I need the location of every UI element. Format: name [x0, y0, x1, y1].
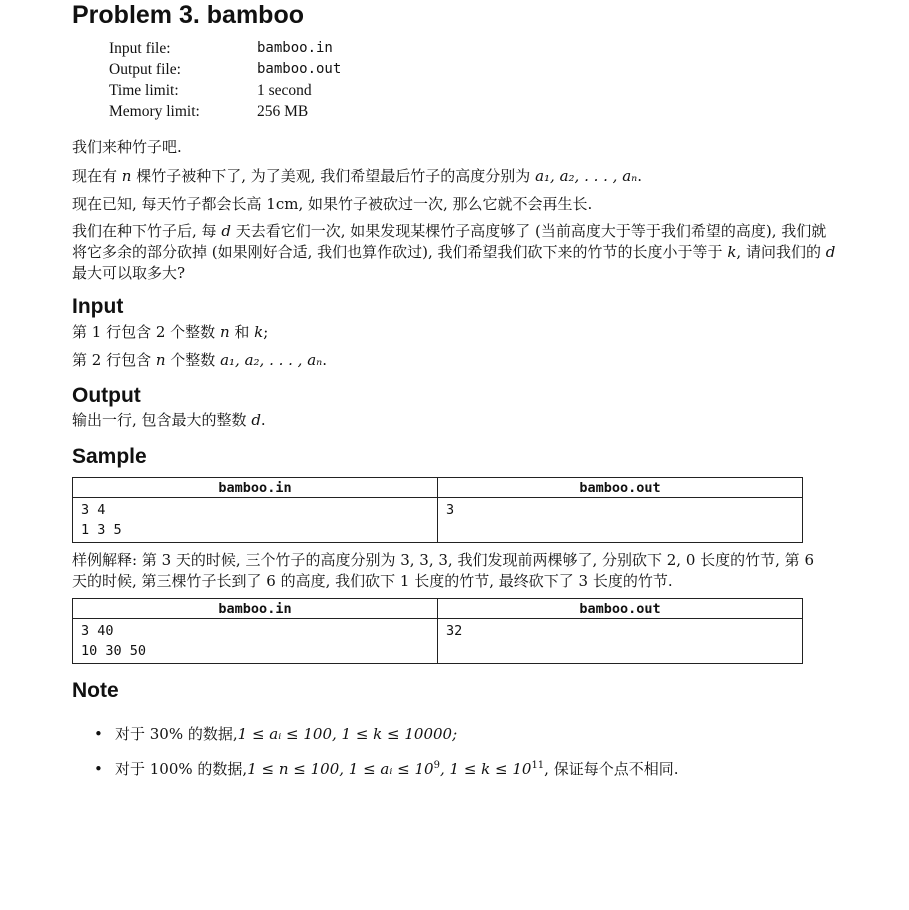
bullet-icon: • — [94, 760, 103, 778]
exponent: 11 — [531, 760, 545, 771]
text: 最大可以取多大? — [72, 264, 186, 282]
sample-input-line: 3 4 — [81, 502, 106, 518]
input-line-1 — [72, 322, 837, 343]
math-constraint: , 1 ≤ k ≤ 10 — [439, 760, 532, 778]
math-constraint: 1 ≤ aᵢ ≤ 100, 1 ≤ k ≤ 10000; — [237, 725, 458, 743]
column-header-input: bamboo.in — [73, 478, 438, 498]
statement-para-4 — [72, 221, 837, 284]
input-line-2 — [72, 350, 837, 371]
sample-table-2 — [72, 598, 803, 664]
text: ; — [263, 323, 269, 341]
math-k: k — [727, 243, 737, 261]
text: 对于 100% 的数据, — [115, 760, 248, 778]
text: 第 2 行包含 — [72, 351, 156, 369]
text: , 保证每个点不相同. — [544, 760, 679, 778]
math-n: n — [155, 351, 166, 369]
input-heading: Input — [72, 295, 124, 318]
math-sequence: a₁, a₂, . . . , aₙ — [220, 351, 323, 369]
exponent: 9 — [433, 760, 440, 771]
sample-input-line: 3 40 — [81, 623, 114, 639]
text: 和 — [229, 323, 255, 341]
text: . — [322, 351, 328, 369]
output-heading: Output — [72, 384, 141, 407]
sample-output-cell — [438, 619, 803, 664]
meta-row-input-file — [109, 38, 341, 59]
sample-output-line: 3 — [446, 502, 455, 518]
text: . — [637, 167, 643, 185]
math-d: d — [221, 222, 231, 240]
meta-label: Memory limit: — [109, 103, 200, 120]
text: 棵竹子被种下了, 为了美观, 我们希望最后竹子的高度分别为 — [131, 167, 536, 185]
text: 第 1 行包含 2 个整数 — [72, 323, 220, 341]
column-header-output: bamboo.out — [438, 599, 803, 619]
text: 天去看它们一次, 如果发现某棵竹子高度够了 (当前高度大于等于我们希望的高度), 我们就将它多余的部分砍掉 (如果刚好合适, 我们也算作砍过), 我们希望我们砍下来的竹节的长度小于等于 — [72, 222, 827, 261]
meta-label: Time limit: — [109, 82, 179, 99]
math-sequence: a₁, a₂, . . . , aₙ — [535, 167, 638, 185]
text: 个整数 — [165, 351, 221, 369]
output-line — [72, 410, 837, 431]
text: 现在有 — [72, 167, 122, 185]
bullet-icon: • — [94, 725, 103, 743]
sample-input-cell — [73, 619, 438, 664]
sample-heading: Sample — [72, 445, 147, 468]
meta-row-memory-limit — [109, 101, 341, 122]
text: 输出一行, 包含最大的整数 — [72, 411, 252, 429]
problem-title: Problem 3. bamboo — [72, 1, 304, 29]
table-header-row — [73, 478, 803, 498]
meta-value: bamboo.out — [257, 61, 342, 77]
table-row — [73, 619, 803, 664]
math-d: d — [251, 411, 261, 429]
statement-para-3: 现在已知, 每天竹子都会长高 1cm, 如果竹子被砍过一次, 那么它就不会再生长. — [72, 195, 593, 213]
sample-input-line: 1 3 5 — [81, 522, 122, 538]
sample-table-1 — [72, 477, 803, 543]
text: . — [260, 411, 266, 429]
math-k: k — [254, 323, 264, 341]
column-header-input: bamboo.in — [73, 599, 438, 619]
sample-input-line: 10 30 50 — [81, 643, 147, 659]
list-item — [72, 759, 832, 780]
meta-label: Output file: — [109, 61, 181, 78]
sample-output-cell — [438, 498, 803, 543]
math-d: d — [825, 243, 836, 261]
table-header-row — [73, 599, 803, 619]
statement-para-2 — [72, 166, 837, 187]
meta-value: 256 MB — [257, 103, 309, 120]
sample-explanation: 样例解释: 第 3 天的时候, 三个竹子的高度分别为 3, 3, 3, 我们发现前两棵够了, 分别砍下 2, 0 长度的竹节, 第 6 天的时候, 第三棵竹子长到了 6 的高度, 我们砍下 1 长度的竹节, 最终砍下了 3 长度的竹节. — [72, 551, 814, 590]
text: , 请问我们的 — [736, 243, 826, 261]
problem-meta — [109, 38, 341, 122]
table-row — [73, 498, 803, 543]
text: 我们在种下竹子后, 每 — [72, 222, 222, 240]
text: 对于 30% 的数据, — [115, 725, 238, 743]
sample-output-line: 32 — [446, 623, 463, 639]
meta-row-time-limit — [109, 80, 341, 101]
math-n: n — [219, 323, 230, 341]
meta-row-output-file — [109, 59, 341, 80]
meta-value: bamboo.in — [257, 40, 333, 56]
meta-value: 1 second — [257, 82, 312, 99]
math-n: n — [121, 167, 132, 185]
sample-input-cell — [73, 498, 438, 543]
list-item — [72, 724, 832, 745]
meta-label: Input file: — [109, 40, 171, 57]
note-list — [72, 724, 832, 794]
statement-para-1: 我们来种竹子吧. — [72, 138, 182, 156]
column-header-output: bamboo.out — [438, 478, 803, 498]
note-heading: Note — [72, 679, 119, 702]
math-constraint: 1 ≤ n ≤ 100, 1 ≤ aᵢ ≤ 10 — [247, 760, 434, 778]
